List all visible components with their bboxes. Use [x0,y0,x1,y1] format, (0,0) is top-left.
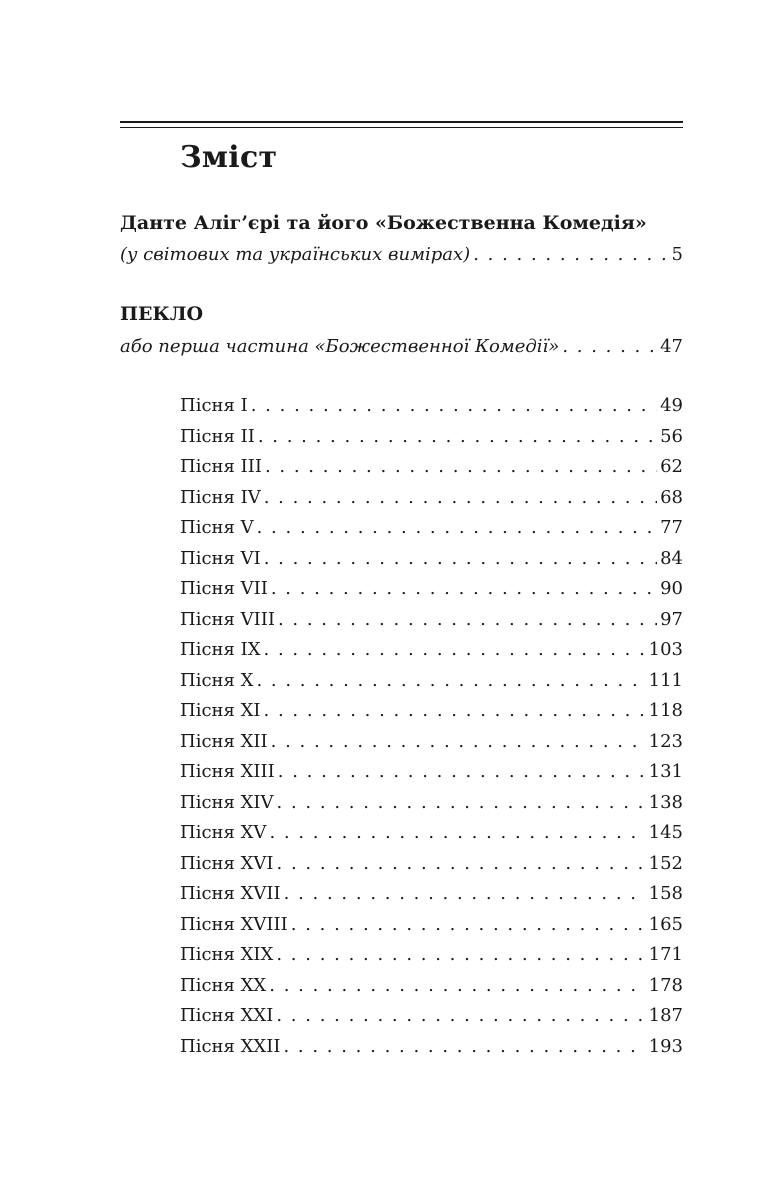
canto-label: Пісня XIX [180,944,274,965]
toc-entry-intro[interactable] [120,244,683,265]
canto-page-number: 90 [660,578,683,599]
canto-page-number: 152 [648,852,683,874]
canto-page-number: 158 [648,883,683,904]
canto-entry[interactable] [180,822,683,853]
canto-label: Пісня VIII [180,608,275,630]
canto-entry[interactable] [180,1005,683,1036]
canto-page-number: 171 [648,944,683,965]
canto-label: Пісня II [180,425,255,447]
canto-label: Пісня XIV [180,791,274,813]
canto-page-number: 97 [660,608,683,630]
dot-leader [277,853,646,874]
dot-leader [256,670,645,691]
canto-page-number: 49 [660,395,683,416]
dot-leader [257,517,657,538]
canto-entry[interactable] [180,700,683,731]
canto-page-number: 178 [648,974,683,996]
canto-entry[interactable] [180,761,683,792]
header-rule-thick [120,121,683,123]
dot-leader [473,244,668,265]
canto-page-number: 131 [648,761,683,782]
header-rule-thin [120,127,683,128]
dot-leader [278,609,657,630]
canto-page-number: 187 [648,1005,683,1026]
canto-entry[interactable] [180,456,683,487]
canto-entry[interactable] [180,853,683,884]
dot-leader [269,822,645,843]
canto-page-number: 77 [660,517,683,538]
canto-page-number: 68 [660,486,683,508]
canto-entry[interactable] [180,731,683,762]
canto-page-number: 111 [648,669,683,691]
canto-label: Пісня VII [180,578,268,599]
dot-leader [269,975,645,996]
dot-leader [264,548,657,569]
canto-page-number: 56 [660,425,683,447]
part-heading: ПЕКЛО [120,303,204,325]
dot-leader [264,487,657,508]
part-page-number: 47 [660,336,683,357]
dot-leader [271,731,646,752]
canto-entry[interactable] [180,578,683,609]
intro-subtitle: (у світових та українських вимірах) [120,244,471,265]
canto-page-number: 123 [648,730,683,752]
canto-entry[interactable] [180,914,683,945]
canto-label: Пісня VI [180,547,261,569]
dot-leader [283,1036,645,1057]
canto-entry[interactable] [180,487,683,518]
page-title: Зміст [180,140,278,175]
dot-leader [277,792,646,813]
canto-entry[interactable] [180,944,683,975]
canto-list [0,395,780,1066]
dot-leader [276,944,645,965]
canto-page-number: 145 [648,822,683,843]
part-subtitle: або перша частина «Божественної Комедії» [120,336,560,357]
canto-label: Пісня XXII [180,1035,281,1057]
canto-page-number: 118 [648,700,683,721]
canto-label: Пісня III [180,456,262,477]
canto-page-number: 138 [648,791,683,813]
canto-label: Пісня XII [180,730,268,752]
canto-label: Пісня XX [180,974,267,996]
canto-label: Пісня IV [180,486,261,508]
dot-leader [258,426,657,447]
canto-label: Пісня V [180,517,254,538]
canto-label: Пісня X [180,669,254,691]
dot-leader [265,456,657,477]
dot-leader [291,914,646,935]
canto-entry[interactable] [180,548,683,579]
canto-entry[interactable] [180,395,683,426]
intro-page-number: 5 [671,244,683,265]
dot-leader [264,700,646,721]
toc-entry-part[interactable] [120,336,683,357]
canto-entry[interactable] [180,670,683,701]
canto-entry[interactable] [180,639,683,670]
canto-page-number: 62 [660,456,683,477]
canto-label: Пісня XVIII [180,913,288,935]
canto-page-number: 165 [648,913,683,935]
canto-entry[interactable] [180,883,683,914]
intro-heading: Данте Аліг’єрі та його «Божественна Комедія» [120,212,647,234]
dot-leader [278,761,646,782]
dot-leader [251,395,657,416]
canto-page-number: 193 [648,1035,683,1057]
canto-entry[interactable] [180,426,683,457]
canto-label: Пісня XXI [180,1005,274,1026]
canto-label: Пісня I [180,395,248,416]
canto-entry[interactable] [180,517,683,548]
canto-label: Пісня IX [180,639,261,660]
canto-entry[interactable] [180,1036,683,1067]
canto-label: Пісня XVI [180,852,274,874]
canto-label: Пісня XI [180,700,261,721]
canto-label: Пісня XVII [180,883,281,904]
canto-entry[interactable] [180,609,683,640]
dot-leader [562,336,657,357]
dot-leader [264,639,646,660]
dot-leader [276,1005,645,1026]
canto-page-number: 103 [648,639,683,660]
dot-leader [284,883,646,904]
canto-label: Пісня XIII [180,761,275,782]
canto-entry[interactable] [180,975,683,1006]
canto-label: Пісня XV [180,822,267,843]
canto-entry[interactable] [180,792,683,823]
canto-page-number: 84 [660,547,683,569]
dot-leader [271,578,657,599]
